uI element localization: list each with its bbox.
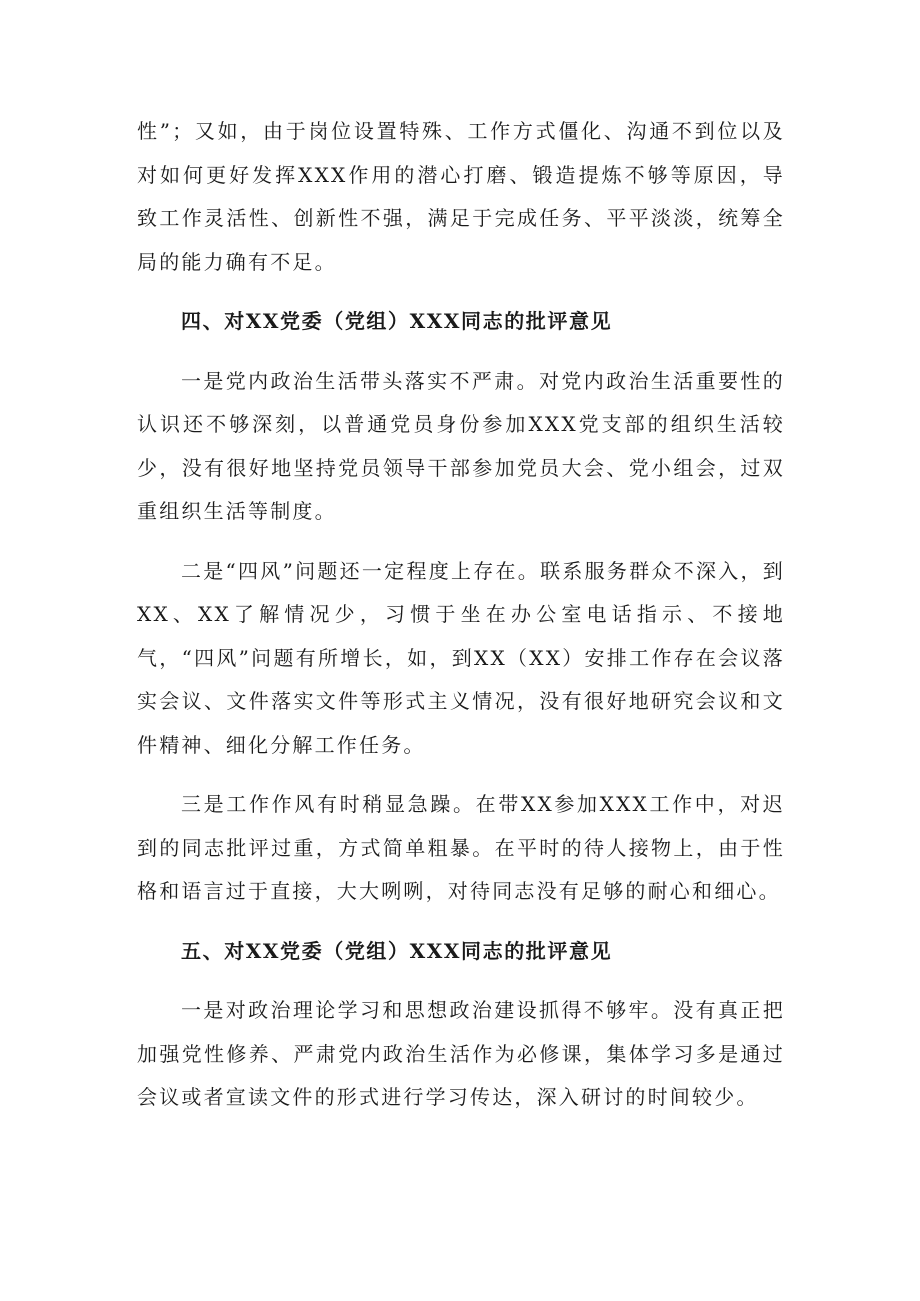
- paragraph-five-point-one: 一是对政治理论学习和思想政治建设抓得不够牢。没有真正把加强党性修养、严肃党内政治生活作为必修课，集体学习多是通过会议或者宣读文件的形式进行学习传达，深入研讨的时间较少。: [137, 998, 785, 1109]
- paragraph-continuation: 性”；又如，由于岗位设置特殊、工作方式僵化、沟通不到位以及对如何更好发挥XXX作用的潜心打磨、锻造提炼不够等原因，导致工作灵活性、创新性不强，满足于完成任务、平平淡淡，统筹全局的能力确有不足。: [137, 119, 785, 274]
- section-heading-five: 五、对XX党委（党组）XXX同志的批评意见: [181, 938, 613, 963]
- paragraph-four-point-two: 二是“四风”问题还一定程度上存在。联系服务群众不深入，到XX、XX了解情况少，习惯于坐在办公室电话指示、不接地气，“四风”问题有所增长，如，到XX（XX）安排工作存在会议落实会议、文件落实文件等形式主义情况，没有很好地研究会议和文件精神、细化分解工作任务。: [137, 558, 785, 757]
- section-heading-four: 四、对XX党委（党组）XXX同志的批评意见: [181, 309, 613, 333]
- paragraph-four-point-three: 三是工作作风有时稍显急躁。在带XX参加XXX工作中，对迟到的同志批评过重，方式简单粗暴。在平时的待人接物上，由于性格和语言过于直接，大大咧咧，对待同志没有足够的耐心和细心。: [137, 792, 785, 903]
- document-body: [137, 110, 785, 1120]
- paragraph-four-point-one: 一是党内政治生活带头落实不严肃。对党内政治生活重要性的认识还不够深刻，以普通党员身份参加XXX党支部的组织生活较少，没有很好地坚持党员领导干部参加党员大会、党小组会，过双重组织生活等制度。: [137, 368, 785, 523]
